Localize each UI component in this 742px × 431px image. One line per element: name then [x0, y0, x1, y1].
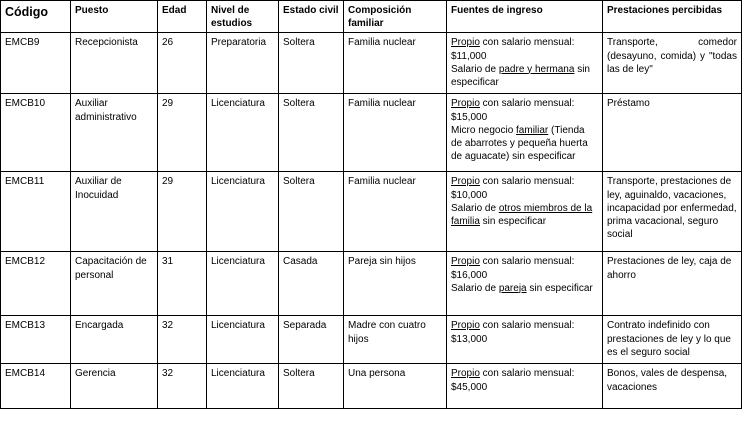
propio-label: Propio: [451, 176, 480, 188]
header-nivel: Nivel de estudios: [207, 1, 279, 33]
table-row: [1, 33, 742, 94]
salario-text: con salario mensual: $13,000: [451, 320, 575, 345]
header-prestaciones: Prestaciones percibidas: [603, 1, 742, 33]
propio-label: Propio: [451, 37, 480, 49]
fuente-propio: [451, 97, 598, 123]
propio-label: Propio: [451, 368, 480, 380]
table-row: [1, 316, 742, 364]
cell-codigo: EMCB13: [1, 316, 71, 364]
cell-composicion: Madre con cuatro hijos: [344, 316, 447, 364]
extra-post: (Tienda de abarrotes y pequeña huerta de aguacate) sin especificar: [451, 124, 588, 163]
extra-pre: Salario de: [451, 282, 499, 294]
cell-prestaciones: Contrato indefinido con prestaciones de ley y lo que es el seguro social: [603, 316, 742, 364]
salario-text: con salario mensual: $45,000: [451, 368, 575, 393]
cell-estado: Soltera: [279, 94, 344, 172]
extra-pre: Salario de: [451, 202, 499, 214]
extra-link: padre y hermana: [498, 63, 575, 75]
cell-prestaciones: Bonos, vales de despensa, vacaciones: [603, 364, 742, 409]
header-edad: Edad: [158, 1, 207, 33]
cell-nivel: Licenciatura: [207, 172, 279, 252]
extra-pre: Salario de: [451, 63, 499, 75]
cell-puesto: Encargada: [71, 316, 158, 364]
cell-estado: Soltera: [279, 172, 344, 252]
cell-prestaciones: Préstamo: [603, 94, 742, 172]
fuente-propio: [451, 175, 598, 201]
cell-fuentes: [447, 33, 603, 94]
salario-text: con salario mensual: $15,000: [451, 98, 575, 123]
header-row: [1, 1, 742, 33]
cell-codigo: EMCB12: [1, 252, 71, 316]
cell-fuentes: [447, 94, 603, 172]
extra-link: otros miembros de la familia: [451, 202, 593, 227]
cell-edad: 29: [158, 94, 207, 172]
table-row: [1, 252, 742, 316]
cell-prestaciones: Prestaciones de ley, caja de ahorro: [603, 252, 742, 316]
cell-puesto: Gerencia: [71, 364, 158, 409]
cell-estado: Soltera: [279, 33, 344, 94]
fuente-propio: [451, 36, 598, 62]
cell-composicion: Familia nuclear: [344, 33, 447, 94]
cell-nivel: Licenciatura: [207, 316, 279, 364]
cell-composicion: Familia nuclear: [344, 94, 447, 172]
cell-edad: 29: [158, 172, 207, 252]
cell-fuentes: [447, 316, 603, 364]
cell-puesto: Auxiliar de Inocuidad: [71, 172, 158, 252]
table-row: [1, 94, 742, 172]
cell-composicion: Familia nuclear: [344, 172, 447, 252]
propio-label: Propio: [451, 256, 480, 268]
table-row: [1, 364, 742, 409]
cell-codigo: EMCB14: [1, 364, 71, 409]
cell-nivel: Preparatoria: [207, 33, 279, 94]
salario-text: con salario mensual: $16,000: [451, 256, 575, 281]
header-codigo: Código: [1, 1, 71, 33]
cell-prestaciones: Transporte, prestaciones de ley, aguinaldo, vacaciones, incapacidad por enfermedad, prima vacacional, seguro social: [603, 172, 742, 252]
salario-text: con salario mensual: $11,000: [451, 37, 575, 62]
extra-link: familiar: [516, 124, 549, 136]
cell-fuentes: [447, 364, 603, 409]
cell-estado: Separada: [279, 316, 344, 364]
salario-text: con salario mensual: $10,000: [451, 176, 575, 201]
propio-label: Propio: [451, 320, 480, 332]
fuente-propio: [451, 255, 598, 281]
fuente-propio: [451, 367, 598, 393]
cell-puesto: Capacitación de personal: [71, 252, 158, 316]
fuente-extra: [451, 63, 598, 89]
extra-link: pareja: [498, 282, 527, 294]
fuente-extra: [451, 202, 598, 228]
header-fuentes: Fuentes de ingreso: [447, 1, 603, 33]
header-composicion: Composición familiar: [344, 1, 447, 33]
cell-composicion: Pareja sin hijos: [344, 252, 447, 316]
cell-prestaciones: Transporte, comedor (desayuno, comida) y "todas las de ley": [603, 33, 742, 94]
cell-nivel: Licenciatura: [207, 94, 279, 172]
cell-edad: 26: [158, 33, 207, 94]
cell-estado: Soltera: [279, 364, 344, 409]
cell-nivel: Licenciatura: [207, 364, 279, 409]
extra-post: sin especificar: [526, 282, 593, 294]
header-puesto: Puesto: [71, 1, 158, 33]
cell-edad: 32: [158, 316, 207, 364]
cell-codigo: EMCB9: [1, 33, 71, 94]
fuente-extra: [451, 282, 598, 295]
propio-label: Propio: [451, 98, 480, 110]
fuente-extra: [451, 124, 598, 164]
cell-nivel: Licenciatura: [207, 252, 279, 316]
cell-codigo: EMCB10: [1, 94, 71, 172]
fuente-propio: [451, 319, 598, 345]
cell-puesto: Auxiliar administrativo: [71, 94, 158, 172]
table-row: [1, 172, 742, 252]
extra-post: sin especificar: [451, 63, 590, 88]
extra-pre: Micro negocio: [451, 124, 517, 136]
cell-fuentes: [447, 252, 603, 316]
cell-fuentes: [447, 172, 603, 252]
header-estado: Estado civil: [279, 1, 344, 33]
cell-edad: 32: [158, 364, 207, 409]
cell-edad: 31: [158, 252, 207, 316]
extra-post: sin especificar: [479, 215, 547, 227]
cell-puesto: Recepcionista: [71, 33, 158, 94]
cell-codigo: EMCB11: [1, 172, 71, 252]
cell-composicion: Una persona: [344, 364, 447, 409]
cell-estado: Casada: [279, 252, 344, 316]
